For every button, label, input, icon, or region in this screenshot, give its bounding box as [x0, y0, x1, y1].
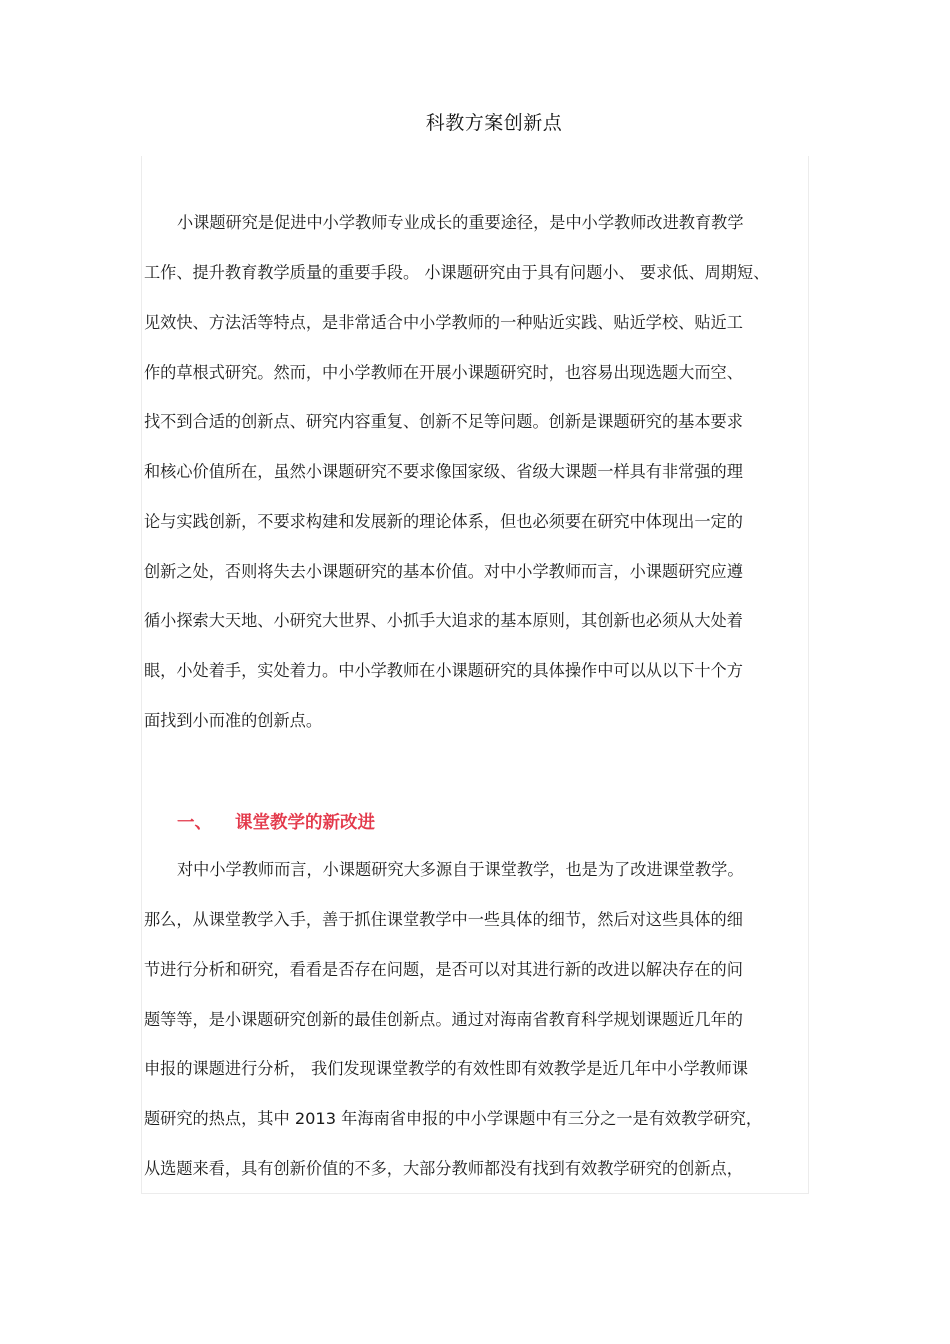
intro-line: 面找到小而准的创新点。	[144, 711, 323, 730]
intro-line: 作的草根式研究。然而，中小学教师在开展小课题研究时，也容易出现选题大而空、	[144, 363, 743, 382]
intro-line: 眼，小处着手，实处着力。中小学教师在小课题研究的具体操作中可以从以下十个方	[144, 661, 743, 680]
section-line: 题研究的热点，其中 2013 年海南省申报的中小学课题中有三分之一是有效教学研究，	[144, 1109, 763, 1128]
intro-line: 小课题研究是促进中小学教师专业成长的重要途径，是中小学教师改进教育教学	[177, 213, 744, 232]
intro-line: 找不到合适的创新点、研究内容重复、创新不足等问题。创新是课题研究的基本要求	[144, 412, 743, 431]
intro-line: 论与实践创新，不要求构建和发展新的理论体系，但也必须要在研究中体现出一定的	[144, 512, 743, 531]
section-line: 从选题来看，具有创新价值的不多，大部分教师都没有找到有效教学研究的创新点，	[144, 1159, 743, 1178]
section-line: 对中小学教师而言，小课题研究大多源自于课堂教学，也是为了改进课堂教学。	[177, 860, 744, 879]
section-number: 一、	[177, 813, 212, 833]
section-line: 申报的课题进行分析， 我们发现课堂教学的有效性即有效教学是近几年中小学教师课	[144, 1059, 749, 1078]
intro-line: 工作、提升教育教学质量的重要手段。 小课题研究由于具有问题小、 要求低、周期短、	[144, 263, 770, 282]
section-title: 课堂教学的新改进	[235, 813, 375, 833]
intro-line: 见效快、方法活等特点，是非常适合中小学教师的一种贴近实践、贴近学校、贴近工	[144, 313, 743, 332]
section-line: 节进行分析和研究，看看是否存在问题，是否可以对其进行新的改进以解决存在的问	[144, 960, 743, 979]
section-line: 题等等，是小课题研究创新的最佳创新点。通过对海南省教育科学规划课题近几年的	[144, 1010, 743, 1029]
intro-line: 和核心价值所在，虽然小课题研究不要求像国家级、省级大课题一样具有非常强的理	[144, 462, 743, 481]
section-line: 那么，从课堂教学入手，善于抓住课堂教学中一些具体的细节，然后对这些具体的细	[144, 910, 743, 929]
page-title: 科教方案创新点	[425, 112, 563, 134]
intro-line: 循小探索大天地、小研究大世界、小抓手大追求的基本原则，其创新也必须从大处着	[144, 611, 743, 630]
section-heading	[177, 809, 375, 834]
intro-line: 创新之处，否则将失去小课题研究的基本价值。对中小学教师而言，小课题研究应遵	[144, 562, 743, 581]
